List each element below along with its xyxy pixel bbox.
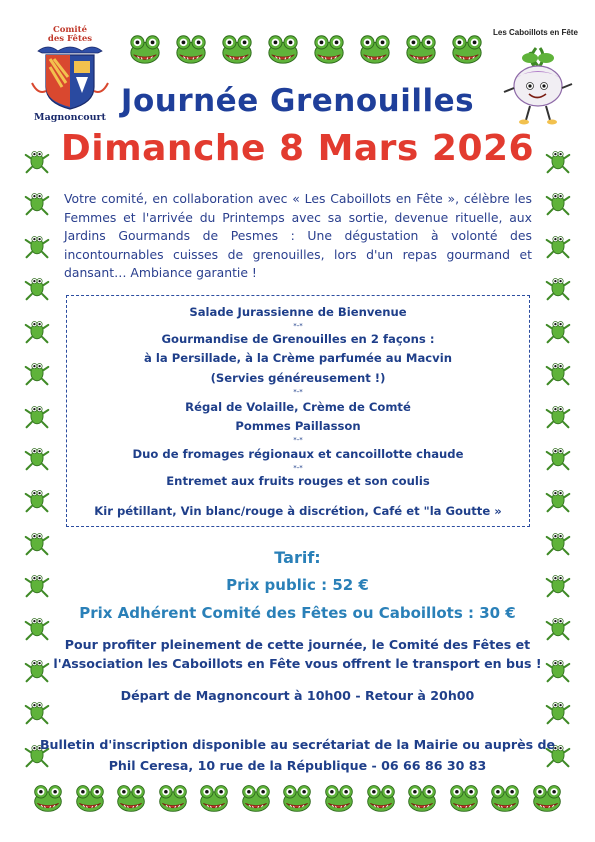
member-price: Prix Adhérent Comité des Fêtes ou Caboillots : 30 € (79, 604, 516, 622)
frog-icon (363, 782, 399, 814)
frog-icon (24, 190, 50, 216)
intro-line: Femmes et l'arrivée du Printemps avec sa sortie, devenue rituelle, aux (64, 209, 532, 225)
frog-icon (24, 699, 50, 725)
frog-icon (545, 699, 571, 725)
menu-item: Gourmandise de Grenouilles en 2 façons : (161, 332, 435, 346)
frog-icon (446, 782, 482, 814)
intro-paragraph (64, 190, 532, 283)
frog-icon (356, 32, 394, 66)
frog-icon (264, 32, 302, 66)
intro-line: dansant… Ambiance garantie ! (64, 265, 257, 281)
right-frog-border (541, 148, 575, 768)
frog-icon (545, 445, 571, 471)
frog-icon (545, 360, 571, 386)
frog-icon (24, 318, 50, 344)
intro-line: incontournables cuisses de grenouilles, lors d'un repas gourmand et (64, 246, 532, 262)
frog-icon (448, 32, 486, 66)
menu-item: Entremet aux fruits rouges et son coulis (166, 474, 430, 488)
crest-title-middle: des Fêtes (47, 33, 93, 44)
menu-item: Pommes Paillasson (235, 419, 361, 433)
frog-icon (279, 782, 315, 814)
frog-icon (402, 32, 440, 66)
frog-icon (545, 403, 571, 429)
frog-icon (126, 32, 164, 66)
frog-icon (545, 487, 571, 513)
frog-icon (24, 445, 50, 471)
event-date: Dimanche 8 Mars 2026 (60, 128, 535, 169)
frog-icon (238, 782, 274, 814)
frog-icon (155, 782, 191, 814)
frog-icon (24, 487, 50, 513)
crest-title-top: Comité (53, 25, 87, 35)
transport-info-line-2: l'Association les Caboillots en Fête vous offrent le transport en bus ! (53, 656, 542, 671)
frog-icon (196, 782, 232, 814)
frog-icon (545, 233, 571, 259)
schedule-info: Départ de Magnoncourt à 10h00 - Retour à 20h00 (120, 688, 475, 703)
public-price: Prix public : 52 € (226, 576, 369, 594)
menu-item: Salade Jurassienne de Bienvenue (189, 305, 407, 319)
tarif-heading: Tarif: (274, 548, 321, 567)
frog-icon (529, 782, 565, 814)
partner-name: Les Caboillots en Fête (493, 28, 578, 37)
intro-line: Jardins Gourmands de Pesmes : Une dégustation à volonté des (64, 228, 532, 244)
frog-icon (30, 782, 66, 814)
frog-icon (113, 782, 149, 814)
frog-icon (218, 32, 256, 66)
menu-item: Duo de fromages régionaux et cancoillotte chaude (132, 447, 464, 461)
frog-icon (404, 782, 440, 814)
registration-info-line-1: Bulletin d'inscription disponible au secrétariat de la Mairie ou auprès de (39, 737, 556, 752)
transport-info-line-1: Pour profiter pleinement de cette journée, le Comité des Fêtes et (64, 637, 531, 652)
frog-icon (24, 360, 50, 386)
intro-line: Votre comité, en collaboration avec « Les Caboillots en Fête », célèbre les (64, 191, 532, 206)
page-title: Journée Grenouilles (120, 83, 475, 119)
menu-item: (Servies généreusement !) (210, 371, 386, 385)
menu-separator: *-* (293, 464, 303, 472)
menu-box (66, 295, 530, 527)
frog-icon (545, 190, 571, 216)
left-frog-border (20, 148, 54, 768)
frog-icon (172, 32, 210, 66)
menu-separator: *-* (293, 436, 303, 444)
frog-icon (487, 782, 523, 814)
frog-icon (24, 233, 50, 259)
menu-separator: *-* (293, 322, 303, 330)
top-frog-border (126, 32, 486, 68)
frog-icon (545, 275, 571, 301)
frog-icon (72, 782, 108, 814)
registration-info-line-2: Phil Ceresa, 10 rue de la République - 06 66 86 30 83 (108, 758, 487, 773)
crest-title-bottom: Magnoncourt (34, 112, 106, 123)
menu-item: à la Persillade, à la Crème parfumée au Macvin (144, 351, 452, 365)
frog-icon (24, 275, 50, 301)
menu-item: Régal de Volaille, Crème de Comté (185, 400, 411, 414)
frog-icon (321, 782, 357, 814)
menu-item: Kir pétillant, Vin blanc/rouge à discrétion, Café et "la Goutte » (94, 504, 502, 518)
frog-icon (545, 318, 571, 344)
menu-separator: *-* (293, 388, 303, 396)
bottom-frog-border (30, 782, 565, 816)
frog-icon (24, 403, 50, 429)
frog-icon (310, 32, 348, 66)
